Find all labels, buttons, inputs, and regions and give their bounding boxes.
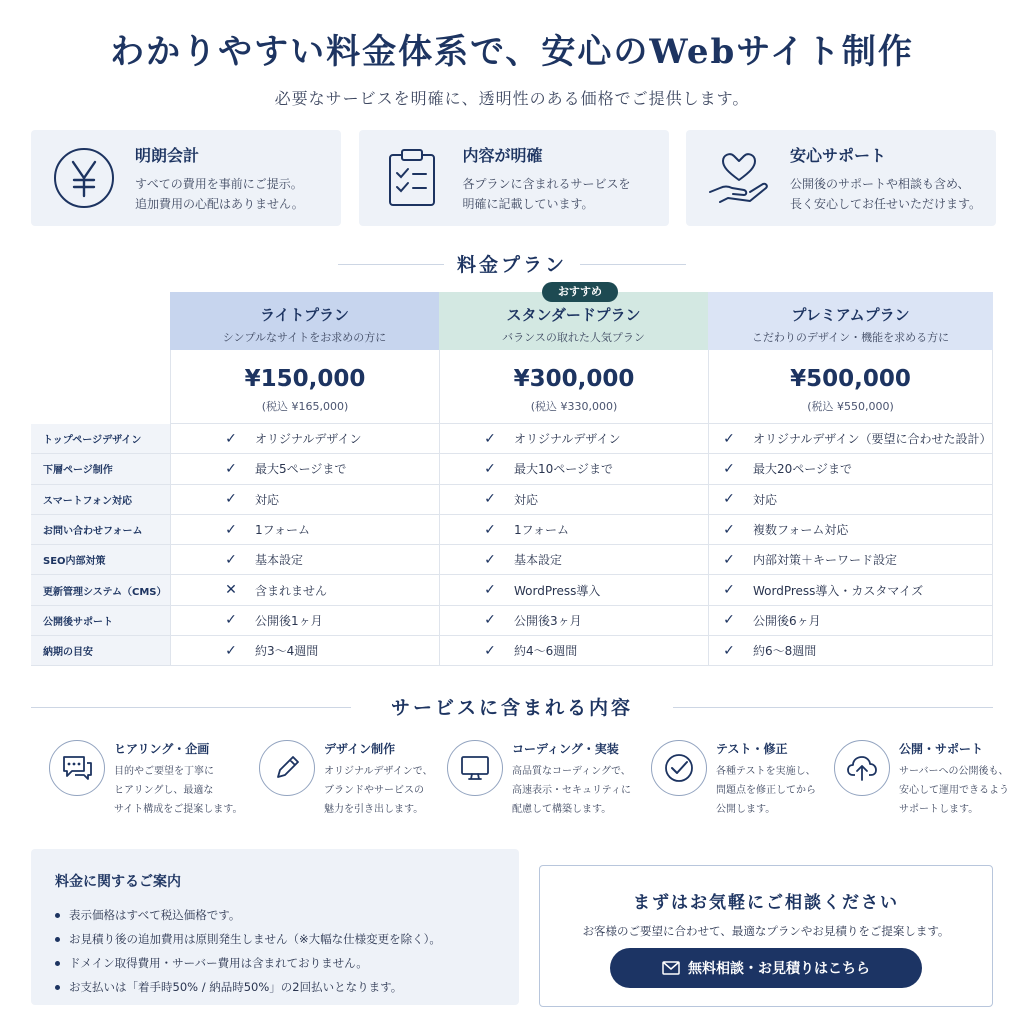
cell-text: 含まれません (255, 583, 328, 598)
table-row (31, 545, 993, 575)
check-icon: ✓ (723, 612, 735, 629)
check-icon: ✓ (484, 551, 496, 568)
mail-icon (662, 961, 680, 975)
table-cell (439, 454, 708, 483)
cell-text: 約6〜8週間 (753, 644, 817, 659)
cell-text: 約3〜4週間 (255, 644, 319, 659)
cell-text: 公開後3ヶ月 (514, 613, 582, 628)
check-icon: ✓ (723, 551, 735, 568)
feature-title: 明朗会計 (135, 145, 200, 165)
recommend-badge: おすすめ (542, 282, 618, 302)
feature-text-line: 明確に記載しています。 (462, 196, 594, 211)
cell-text: 最大20ページまで (753, 462, 853, 477)
table-cell (439, 606, 708, 635)
table-cell (708, 636, 993, 665)
cell-text: 1フォーム (255, 523, 311, 538)
cell-text: オリジナルデザイン (514, 432, 621, 447)
feature-text-line: 公開後のサポートや相談も含め、 (790, 176, 970, 191)
feature-text-line: 追加費用の心配はありません。 (135, 196, 304, 211)
cross-icon: ✕ (225, 582, 237, 599)
row-label: 更新管理システム（CMS） (31, 575, 170, 604)
notes-item: お見積り後の追加費用は原則発生しません（※大幅な仕様変更を除く）。 (55, 927, 495, 951)
check-icon: ✓ (225, 430, 237, 447)
service-title: デザイン制作 (324, 742, 396, 756)
table-cell (439, 515, 708, 544)
row-label: スマートフォン対応 (31, 485, 170, 514)
check-icon: ✓ (484, 521, 496, 538)
table-row (31, 636, 993, 666)
cell-text: 公開後1ヶ月 (255, 613, 323, 628)
feature-text-line: 各プランに含まれるサービスを (462, 176, 631, 191)
check-icon: ✓ (484, 430, 496, 447)
pencil-icon (259, 740, 315, 796)
feature-text-line: すべての費用を事前にご提示。 (135, 176, 303, 191)
table-cell (439, 485, 708, 514)
plan-price-light (170, 350, 439, 424)
cloud-upload-icon (834, 740, 890, 796)
plan-price-standard (439, 350, 708, 424)
service-title: テスト・修正 (716, 742, 788, 756)
cell-text: 最大5ページまで (255, 462, 347, 477)
table-row (31, 454, 993, 484)
notes-item: 表示価格はすべて税込価格です。 (55, 903, 495, 927)
check-icon: ✓ (723, 642, 735, 659)
cell-text: 対応 (514, 492, 539, 507)
table-cell (708, 575, 993, 604)
service-list (31, 738, 1009, 828)
table-row (31, 575, 993, 605)
pricing-heading-block (0, 250, 1024, 277)
price-amount: ¥150,000 (244, 366, 366, 392)
feature-card-support (686, 130, 996, 226)
feature-card-clear-content (359, 130, 669, 226)
table-cell (439, 424, 708, 453)
plan-name: プレミアムプラン (791, 306, 910, 324)
check-icon: ✓ (225, 642, 237, 659)
check-icon: ✓ (225, 521, 237, 538)
table-cell (170, 454, 439, 483)
check-icon: ✓ (484, 582, 496, 599)
table-cell (708, 424, 993, 453)
monitor-icon (447, 740, 503, 796)
price-with-tax: (税込 ¥165,000) (261, 400, 349, 413)
check-icon: ✓ (225, 551, 237, 568)
plan-description: こだわりのデザイン・機能を求める方に (751, 331, 950, 344)
plan-description: シンプルなサイトをお求めの方に (222, 331, 387, 344)
price-with-tax: (税込 ¥330,000) (530, 400, 618, 413)
feature-cards (31, 130, 996, 226)
service-title: ヒアリング・企画 (114, 742, 210, 756)
divider (338, 264, 444, 265)
price-amount: ¥500,000 (790, 366, 911, 392)
check-icon: ✓ (484, 491, 496, 508)
table-cell (170, 606, 439, 635)
service-description: サーバーへの公開後も、 安心して運用できるよう サポートします。 (899, 766, 1009, 815)
pricing-notes (31, 849, 519, 1005)
check-icon: ✓ (225, 460, 237, 477)
check-icon: ✓ (723, 582, 735, 599)
check-icon: ✓ (484, 642, 496, 659)
notes-list (55, 903, 495, 999)
cell-text: 複数フォーム対応 (753, 523, 849, 538)
chat-bubbles-icon (49, 740, 105, 796)
feature-title: 安心サポート (790, 145, 887, 165)
cell-text: 公開後6ヶ月 (753, 613, 821, 628)
row-label: トップページデザイン (31, 424, 170, 453)
feature-rows (31, 424, 993, 666)
table-cell (170, 424, 439, 453)
table-cell (439, 575, 708, 604)
feature-card-clear-pricing (31, 130, 341, 226)
table-cell (708, 515, 993, 544)
cta-title: まずはお気軽にご相談ください (633, 893, 899, 913)
check-icon: ✓ (484, 612, 496, 629)
check-icon: ✓ (225, 612, 237, 629)
table-cell (170, 575, 439, 604)
cell-text: WordPress導入・カスタマイズ (753, 583, 924, 598)
table-cell (170, 515, 439, 544)
row-label: SEO内部対策 (31, 545, 170, 574)
divider (673, 707, 993, 708)
heart-hand-icon (706, 145, 772, 211)
row-label: 公開後サポート (31, 606, 170, 635)
price-with-tax: (税込 ¥550,000) (807, 400, 894, 413)
service-description: 目的やご要望を丁寧に ヒアリングし、最適な サイト構成をご提案します。 (114, 766, 243, 815)
cell-text: 対応 (255, 492, 280, 507)
free-consultation-button[interactable] (610, 948, 922, 988)
notes-item: お支払いは「着手時50% / 納品時50%」の2回払いとなります。 (55, 975, 495, 999)
check-icon: ✓ (723, 460, 735, 477)
feature-text-line: 長く安心してお任せいただけます。 (790, 196, 982, 211)
clipboard-check-icon (379, 145, 445, 211)
service-description: 各種テストを実施し、 問題点を修正してから 公開します。 (716, 766, 816, 815)
page-title: わかりやすい料金体系で、安心のWebサイト制作 (110, 32, 914, 72)
divider (31, 707, 351, 708)
cell-text: 基本設定 (514, 553, 563, 568)
table-row (31, 485, 993, 515)
yen-icon (51, 145, 117, 211)
page-subtitle: 必要なサービスを明確に、透明性のある価格でご提供します。 (274, 89, 750, 108)
notes-item: ドメイン取得費用・サーバー費用は含まれておりません。 (55, 951, 495, 975)
plan-price-premium (708, 350, 993, 424)
table-cell (439, 636, 708, 665)
check-icon: ✓ (484, 460, 496, 477)
button-label: 無料相談・お見積りはこちら (688, 961, 870, 977)
notes-title: 料金に関するご案内 (55, 874, 181, 890)
cell-text: オリジナルデザイン（要望に合わせた設計） (753, 432, 992, 447)
cell-text: 内部対策＋キーワード設定 (753, 553, 898, 568)
divider (580, 264, 686, 265)
cta-text: お客様のご要望に合わせて、最適なプランやお見積りをご提案します。 (582, 924, 950, 938)
table-cell (708, 454, 993, 483)
feature-title: 内容が明確 (462, 145, 543, 165)
service-description: オリジナルデザインで、 ブランドやサービスの 魅力を引き出します。 (324, 766, 433, 815)
table-cell (170, 545, 439, 574)
table-cell (708, 606, 993, 635)
cell-text: オリジナルデザイン (255, 432, 362, 447)
service-description: 高品質なコーディングで、 高速表示・セキュリティに 配慮して構築します。 (512, 766, 631, 815)
cell-text: WordPress導入 (514, 583, 601, 598)
table-cell (708, 545, 993, 574)
check-icon: ✓ (723, 430, 735, 447)
plan-name: スタンダードプラン (506, 306, 641, 324)
table-cell (439, 545, 708, 574)
cell-text: 基本設定 (255, 553, 304, 568)
service-title: コーディング・実装 (512, 742, 619, 756)
table-cell (708, 485, 993, 514)
services-heading-block (0, 693, 1024, 720)
check-icon: ✓ (225, 491, 237, 508)
check-icon: ✓ (723, 491, 735, 508)
check-circle-icon (651, 740, 707, 796)
plan-header-light (170, 292, 439, 350)
plan-description: バランスの取れた人気プラン (502, 331, 645, 344)
price-amount: ¥300,000 (513, 366, 635, 392)
row-label: 下層ページ制作 (31, 454, 170, 483)
table-row (31, 515, 993, 545)
pricing-heading: 料金プラン (456, 254, 567, 276)
plan-name: ライトプラン (259, 306, 350, 324)
table-cell (170, 636, 439, 665)
table-cell (170, 485, 439, 514)
table-row (31, 424, 993, 454)
row-label: お問い合わせフォーム (31, 515, 170, 544)
check-icon: ✓ (723, 521, 735, 538)
services-heading: サービスに含まれる内容 (390, 697, 633, 719)
contact-cta (539, 865, 993, 1007)
row-label: 納期の目安 (31, 636, 170, 665)
plan-header-premium (708, 292, 993, 350)
table-row (31, 606, 993, 636)
cell-text: 対応 (753, 492, 778, 507)
cell-text: 約4〜6週間 (514, 644, 578, 659)
cell-text: 最大10ページまで (514, 462, 614, 477)
service-title: 公開・サポート (899, 742, 984, 756)
cell-text: 1フォーム (514, 523, 570, 538)
